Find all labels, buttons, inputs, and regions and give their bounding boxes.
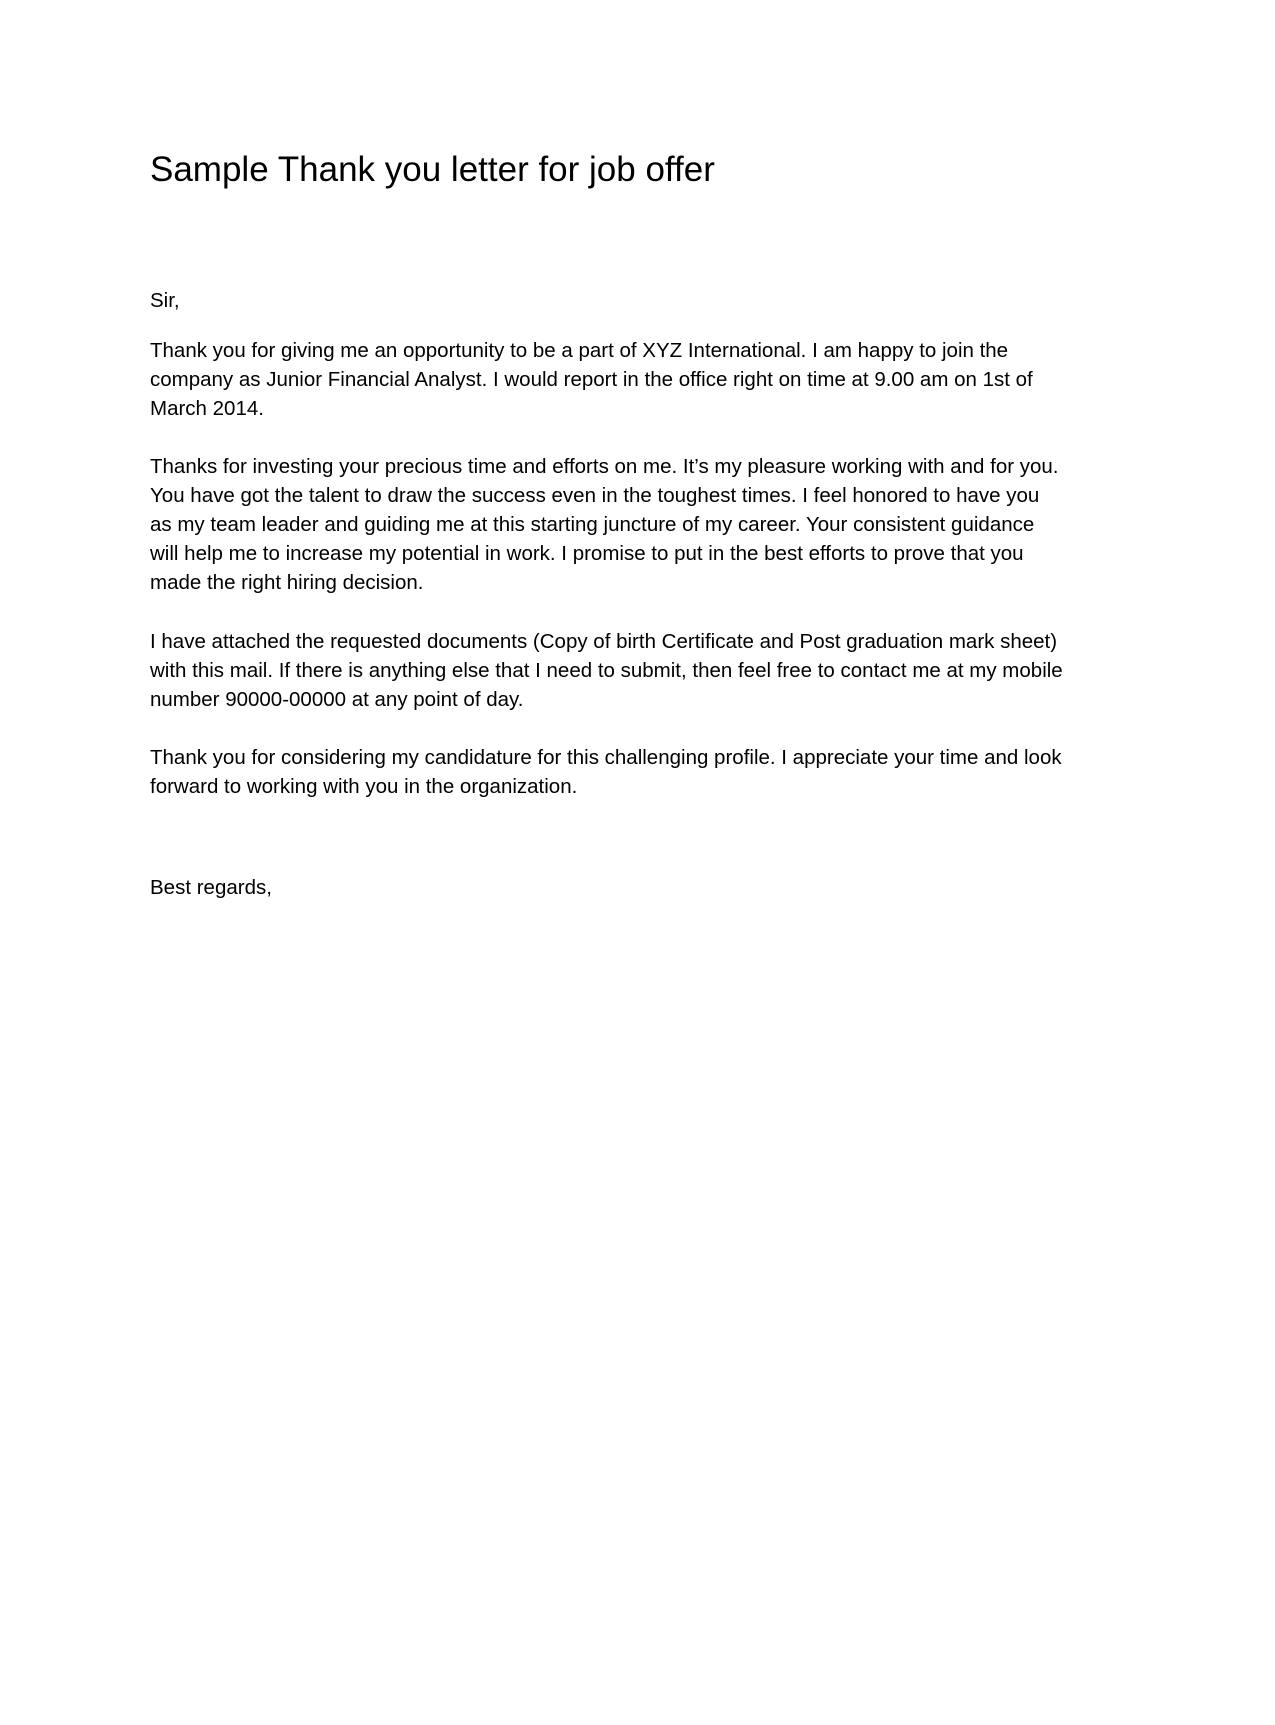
paragraph-line: company as Junior Financial Analyst. I would report in the office right on time at 9.00 am on 1st of <box>150 368 1033 391</box>
closing-signoff: Best regards, <box>150 876 272 899</box>
letter-title: Sample Thank you letter for job offer <box>150 150 715 189</box>
paragraph-line: with this mail. If there is anything else that I need to submit, then feel free to contact me at my mobile <box>150 659 1063 682</box>
paragraph-closing-thanks <box>150 743 1140 801</box>
paragraph-line: made the right hiring decision. <box>150 571 424 594</box>
paragraph-line: will help me to increase my potential in work. I promise to put in the best efforts to prove that you <box>150 542 1024 565</box>
paragraph-gratitude <box>150 452 1140 597</box>
paragraph-line: number 90000-00000 at any point of day. <box>150 688 524 711</box>
paragraph-line: Thank you for considering my candidature for this challenging profile. I appreciate your time and look <box>150 746 1062 769</box>
paragraph-line: Thank you for giving me an opportunity to be a part of XYZ International. I am happy to join the <box>150 339 1009 362</box>
paragraph-opportunity <box>150 336 1140 423</box>
paragraph-line: as my team leader and guiding me at this starting juncture of my career. Your consistent guidance <box>150 513 1035 536</box>
paragraph-line: Thanks for investing your precious time and efforts on me. It’s my pleasure working with and for you. <box>150 455 1059 478</box>
paragraph-line: You have got the talent to draw the success even in the toughest times. I feel honored to have you <box>150 484 1040 507</box>
paragraph-line: forward to working with you in the organization. <box>150 775 578 798</box>
paragraph-documents <box>150 627 1140 714</box>
paragraph-line: March 2014. <box>150 397 264 420</box>
salutation: Sir, <box>150 289 180 312</box>
paragraph-line: I have attached the requested documents (Copy of birth Certificate and Post graduation mark sheet) <box>150 630 1058 653</box>
